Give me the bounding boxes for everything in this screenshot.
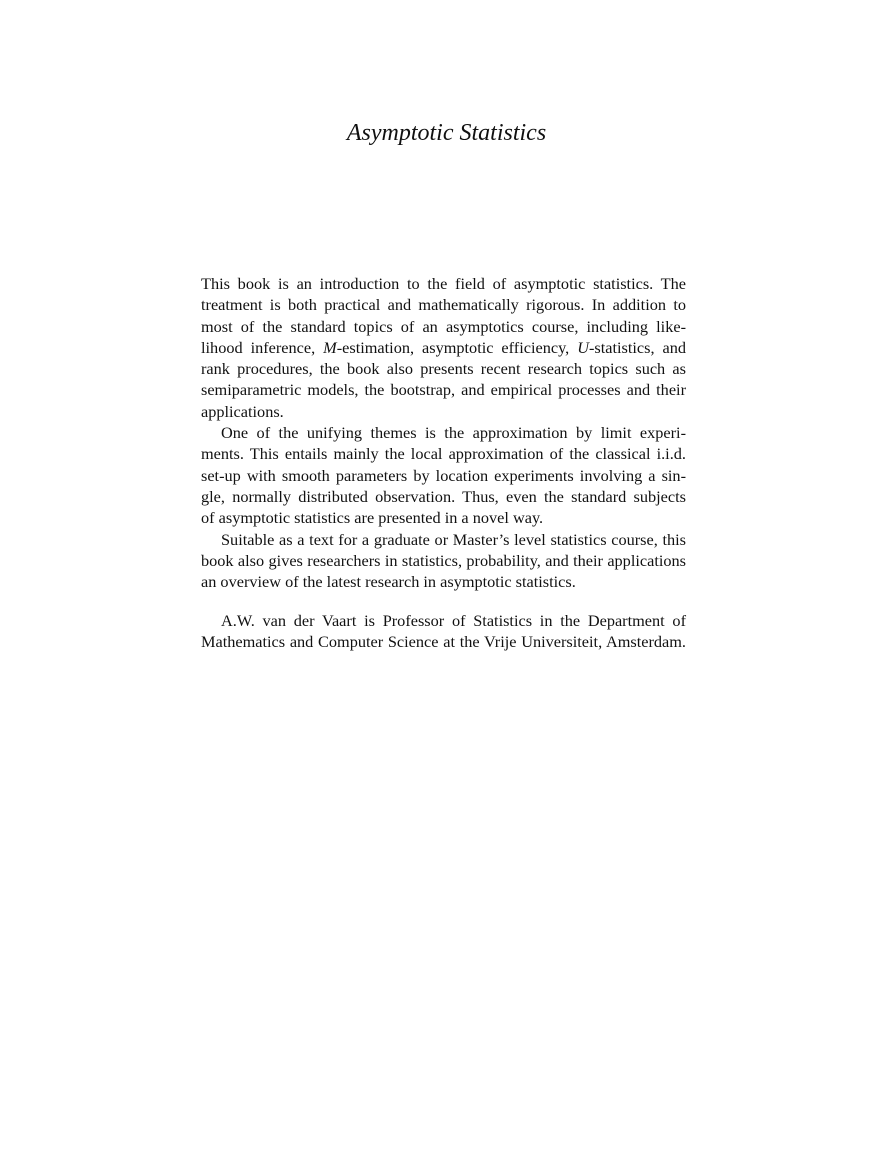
text-line: gle, normally distributed observation. Thus, even the standard subjects (201, 486, 686, 506)
text-line: set-up with smooth parameters by location experiments involving a sin- (201, 465, 686, 485)
text-line: most of the standard topics of an asymptotics course, including like- (201, 316, 686, 336)
text-line: Mathematics and Computer Science at the Vrije Universiteit, Amsterdam. (201, 632, 686, 652)
author-bio (201, 610, 686, 653)
text-line: Suitable as a text for a graduate or Master’s level statistics course, this (221, 529, 686, 549)
text-line: of asymptotic statistics are presented in a novel way. (201, 508, 544, 528)
text-line: rank procedures, the book also presents recent research topics such as (201, 359, 686, 379)
description-paragraph-2 (201, 422, 686, 528)
description-paragraph-1 (201, 273, 686, 422)
text-line: book also gives researchers in statistics, probability, and their applications (201, 550, 686, 570)
description-paragraph-3 (201, 529, 686, 593)
text-line: A.W. van der Vaart is Professor of Statistics in the Department of (221, 611, 686, 630)
text-line: One of the unifying themes is the approximation by limit experi- (221, 423, 686, 443)
book-title: Asymptotic Statistics (346, 120, 547, 146)
text-line: lihood inference, M-estimation, asymptotic efficiency, U-statistics, and (201, 337, 686, 357)
text-line: an overview of the latest research in asymptotic statistics. (201, 572, 576, 592)
book-description (201, 273, 686, 592)
text-line: treatment is both practical and mathematically rigorous. In addition to (201, 295, 686, 315)
text-line: applications. (201, 401, 284, 421)
text-line: This book is an introduction to the field of asymptotic statistics. The (201, 274, 686, 293)
text-line: semiparametric models, the bootstrap, and empirical processes and their (201, 380, 686, 400)
text-line: ments. This entails mainly the local approximation of the classical i.i.d. (201, 444, 686, 464)
